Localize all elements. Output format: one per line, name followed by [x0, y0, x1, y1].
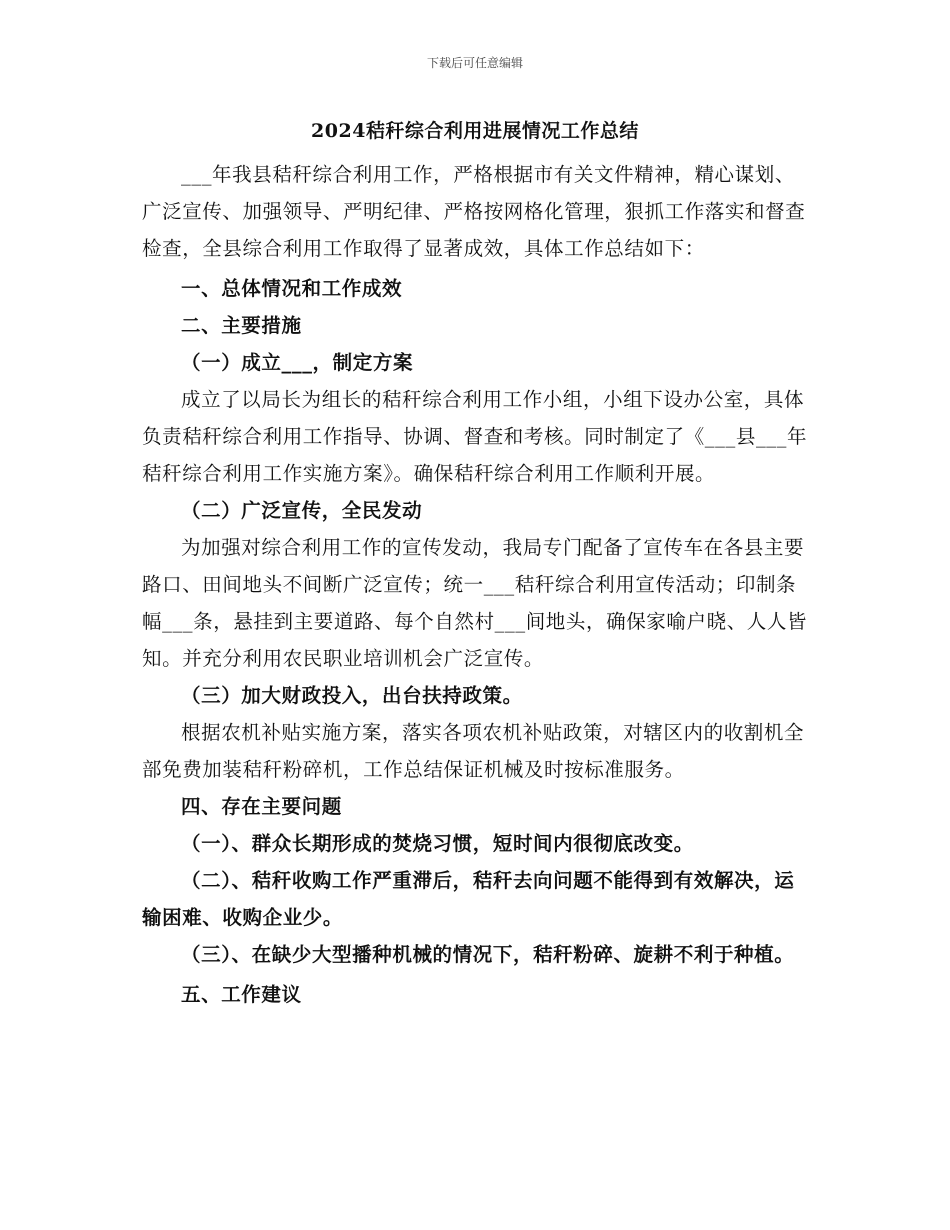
subheading-2-3: （三）加大财政投入，出台扶持政策。	[181, 684, 523, 707]
document-title: 2024秸秆综合利用进展情况工作总结	[311, 120, 639, 142]
document-body	[142, 156, 810, 1013]
paragraph-2-2: 为加强对综合利用工作的宣传发动，我局专门配备了宣传车在各县主要路口、田间地头不间断广泛宣传；统一___秸秆综合利用宣传活动；印制条幅___条，悬挂到主要道路、每个自然村___间地头，确保家喻户晓、人人皆知。并充分利用农民职业培训机会广泛宣传。	[142, 536, 808, 670]
problem-item-2: （二）、秸秆收购工作严重滞后，秸秆去向问题不能得到有效解决，运输困难、收购企业少。	[142, 869, 795, 929]
paragraph-2-1: 成立了以局长为组长的秸秆综合利用工作小组，小组下设办公室，具体负责秸秆综合利用工作指导、协调、督查和考核。同时制定了《___县___年秸秆综合利用工作实施方案》。确保秸秆综合利用工作顺利开展。	[142, 388, 808, 485]
intro-paragraph: ___年我县秸秆综合利用工作，严格根据市有关文件精神，精心谋划、广泛宣传、加强领导、严明纪律、严格按网格化管理，狠抓工作落实和督查检查，全县综合利用工作取得了显著成效，具体工作总结如下：	[142, 163, 806, 260]
problem-item-3: （三）、在缺少大型播种机械的情况下，秸秆粉碎、旋耕不利于种植。	[181, 943, 795, 966]
problem-item-1: （一）、群众长期形成的焚烧习惯，短时间内很彻底改变。	[181, 832, 694, 855]
header-note: 下载后可任意编辑	[426, 56, 523, 70]
paragraph-2-3: 根据农机补贴实施方案，落实各项农机补贴政策，对辖区内的收割机全部免费加装秸秆粉碎机，工作总结保证机械及时按标准服务。	[142, 721, 805, 781]
section-heading-5: 五、工作建议	[181, 983, 302, 1006]
section-heading-4: 四、存在主要问题	[181, 795, 342, 818]
section-heading-1: 一、总体情况和工作成效	[181, 277, 403, 300]
subheading-2-2: （二）广泛宣传，全民发动	[181, 499, 423, 522]
section-heading-2: 二、主要措施	[181, 314, 302, 337]
subheading-2-1: （一）成立___，制定方案	[181, 351, 414, 374]
